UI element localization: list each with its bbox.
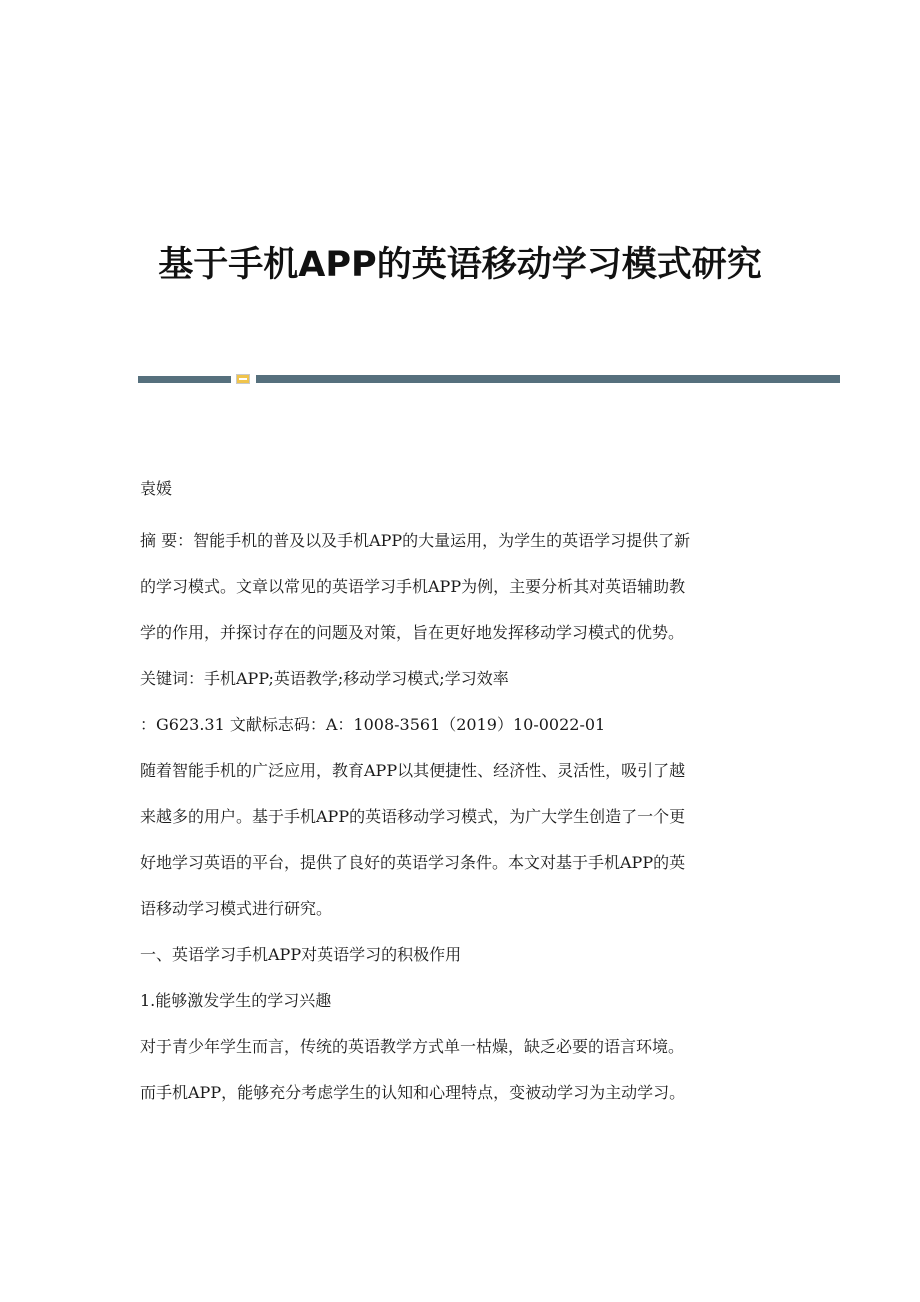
paper-body [140, 466, 782, 1116]
author-name: 袁媛 [140, 479, 173, 498]
body-line: 而手机APP，能够充分考虑学生的认知和心理特点，变被动学习为主动学习。 [140, 1083, 686, 1102]
body-line: 对于青少年学生而言，传统的英语教学方式单一枯燥，缺乏必要的语言环境。 [140, 1037, 685, 1056]
abstract-line: 的学习模式。文章以常见的英语学习手机APP为例，主要分析其对英语辅助教 [140, 577, 686, 596]
divider-bar-right [256, 375, 840, 383]
intro-line: 来越多的用户。基于手机APP的英语移动学习模式，为广大学生创造了一个更 [140, 807, 686, 826]
divider-bar-left [138, 376, 231, 383]
abstract-line: 学的作用，并探讨存在的问题及对策，旨在更好地发挥移动学习模式的优势。 [140, 623, 685, 642]
keywords: 关键词：手机APP;英语教学;移动学习模式;学习效率 [140, 669, 509, 688]
intro-line: 语移动学习模式进行研究。 [140, 899, 333, 918]
abstract-line: 摘 要：智能手机的普及以及手机APP的大量运用，为学生的英语学习提供了新 [140, 531, 691, 550]
title-divider [138, 373, 840, 385]
classification-info: ：G623.31 文献标志码：A：1008-3561（2019）10-0022-01 [140, 715, 606, 734]
section-heading: 一、英语学习手机APP对英语学习的积极作用 [140, 945, 462, 964]
paper-title: 基于手机APP的英语移动学习模式研究 [158, 245, 762, 286]
subsection-heading: 1.能够激发学生的学习兴趣 [140, 991, 332, 1010]
intro-line: 好地学习英语的平台，提供了良好的英语学习条件。本文对基于手机APP的英 [140, 853, 686, 872]
divider-marker-icon [236, 374, 250, 384]
intro-line: 随着智能手机的广泛应用，教育APP以其便捷性、经济性、灵活性，吸引了越 [140, 761, 686, 780]
